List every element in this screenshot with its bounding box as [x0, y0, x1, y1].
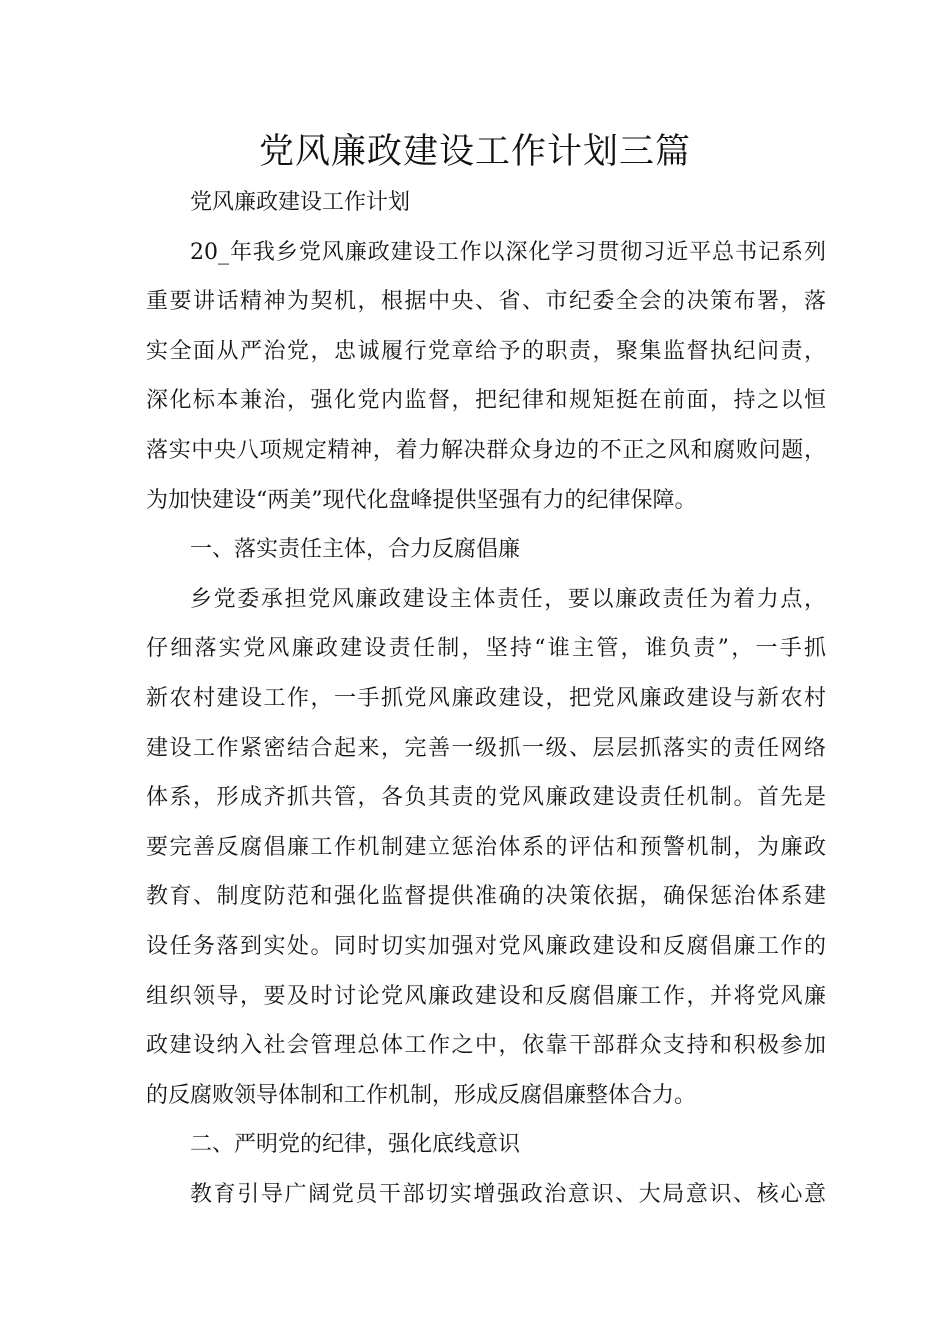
body-line: 教育引导广阔党员干部切实增强政治意识、大局意识、核心意: [190, 1181, 826, 1207]
document-title: 党风廉政建设工作计划三篇: [258, 132, 691, 172]
body-line: 一、落实责任主体，合力反腐倡廉: [190, 537, 521, 563]
body-line: 的反腐败领导体制和工作机制，形成反腐倡廉整体合力。: [146, 1082, 697, 1108]
body-line: 重要讲话精神为契机，根据中央、省、市纪委全会的决策布署，落: [146, 289, 826, 315]
body-line: 体系，形成齐抓共管，各负其责的党风廉政建设责任机制。首先是: [146, 785, 826, 811]
document-body: [146, 178, 826, 1219]
body-line: 政建设纳入社会管理总体工作之中，依靠干部群众支持和积极参加: [146, 1033, 826, 1059]
body-line: 建设工作紧密结合起来，完善一级抓一级、层层抓落实的责任网络: [146, 735, 826, 761]
body-line: 设任务落到实处。同时切实加强对党风廉政建设和反腐倡廉工作的: [146, 933, 826, 959]
body-line: 20_年我乡党风廉政建设工作以深化学习贯彻习近平总书记系列: [190, 239, 826, 265]
body-line: 仔细落实党风廉政建设责任制，坚持“谁主管，谁负责”，一手抓: [146, 636, 826, 662]
body-line: 二、严明党的纪律，强化底线意识: [190, 1132, 521, 1158]
body-line: 新农村建设工作，一手抓党风廉政建设，把党风廉政建设与新农村: [146, 685, 826, 711]
body-line: 教育、制度防范和强化监督提供准确的决策依据，确保惩治体系建: [146, 884, 826, 910]
body-line: 组织领导，要及时讨论党风廉政建设和反腐倡廉工作，并将党风廉: [146, 983, 826, 1009]
body-line: 落实中央八项规定精神，着力解决群众身边的不正之风和腐败问题，: [146, 437, 826, 463]
body-line: 深化标本兼治，强化党内监督，把纪律和规矩挺在前面，持之以恒: [146, 388, 826, 414]
body-line: 乡党委承担党风廉政建设主体责任，要以廉政责任为着力点，: [190, 586, 826, 612]
body-line: 为加快建设“两美”现代化盘峰提供坚强有力的纪律保障。: [146, 487, 697, 513]
body-line: 党风廉政建设工作计划: [190, 190, 411, 215]
body-line: 要完善反腐倡廉工作机制建立惩治体系的评估和预警机制，为廉政: [146, 834, 826, 860]
body-line: 实全面从严治党，忠诚履行党章给予的职责，聚集监督执纪问责，: [146, 338, 826, 364]
